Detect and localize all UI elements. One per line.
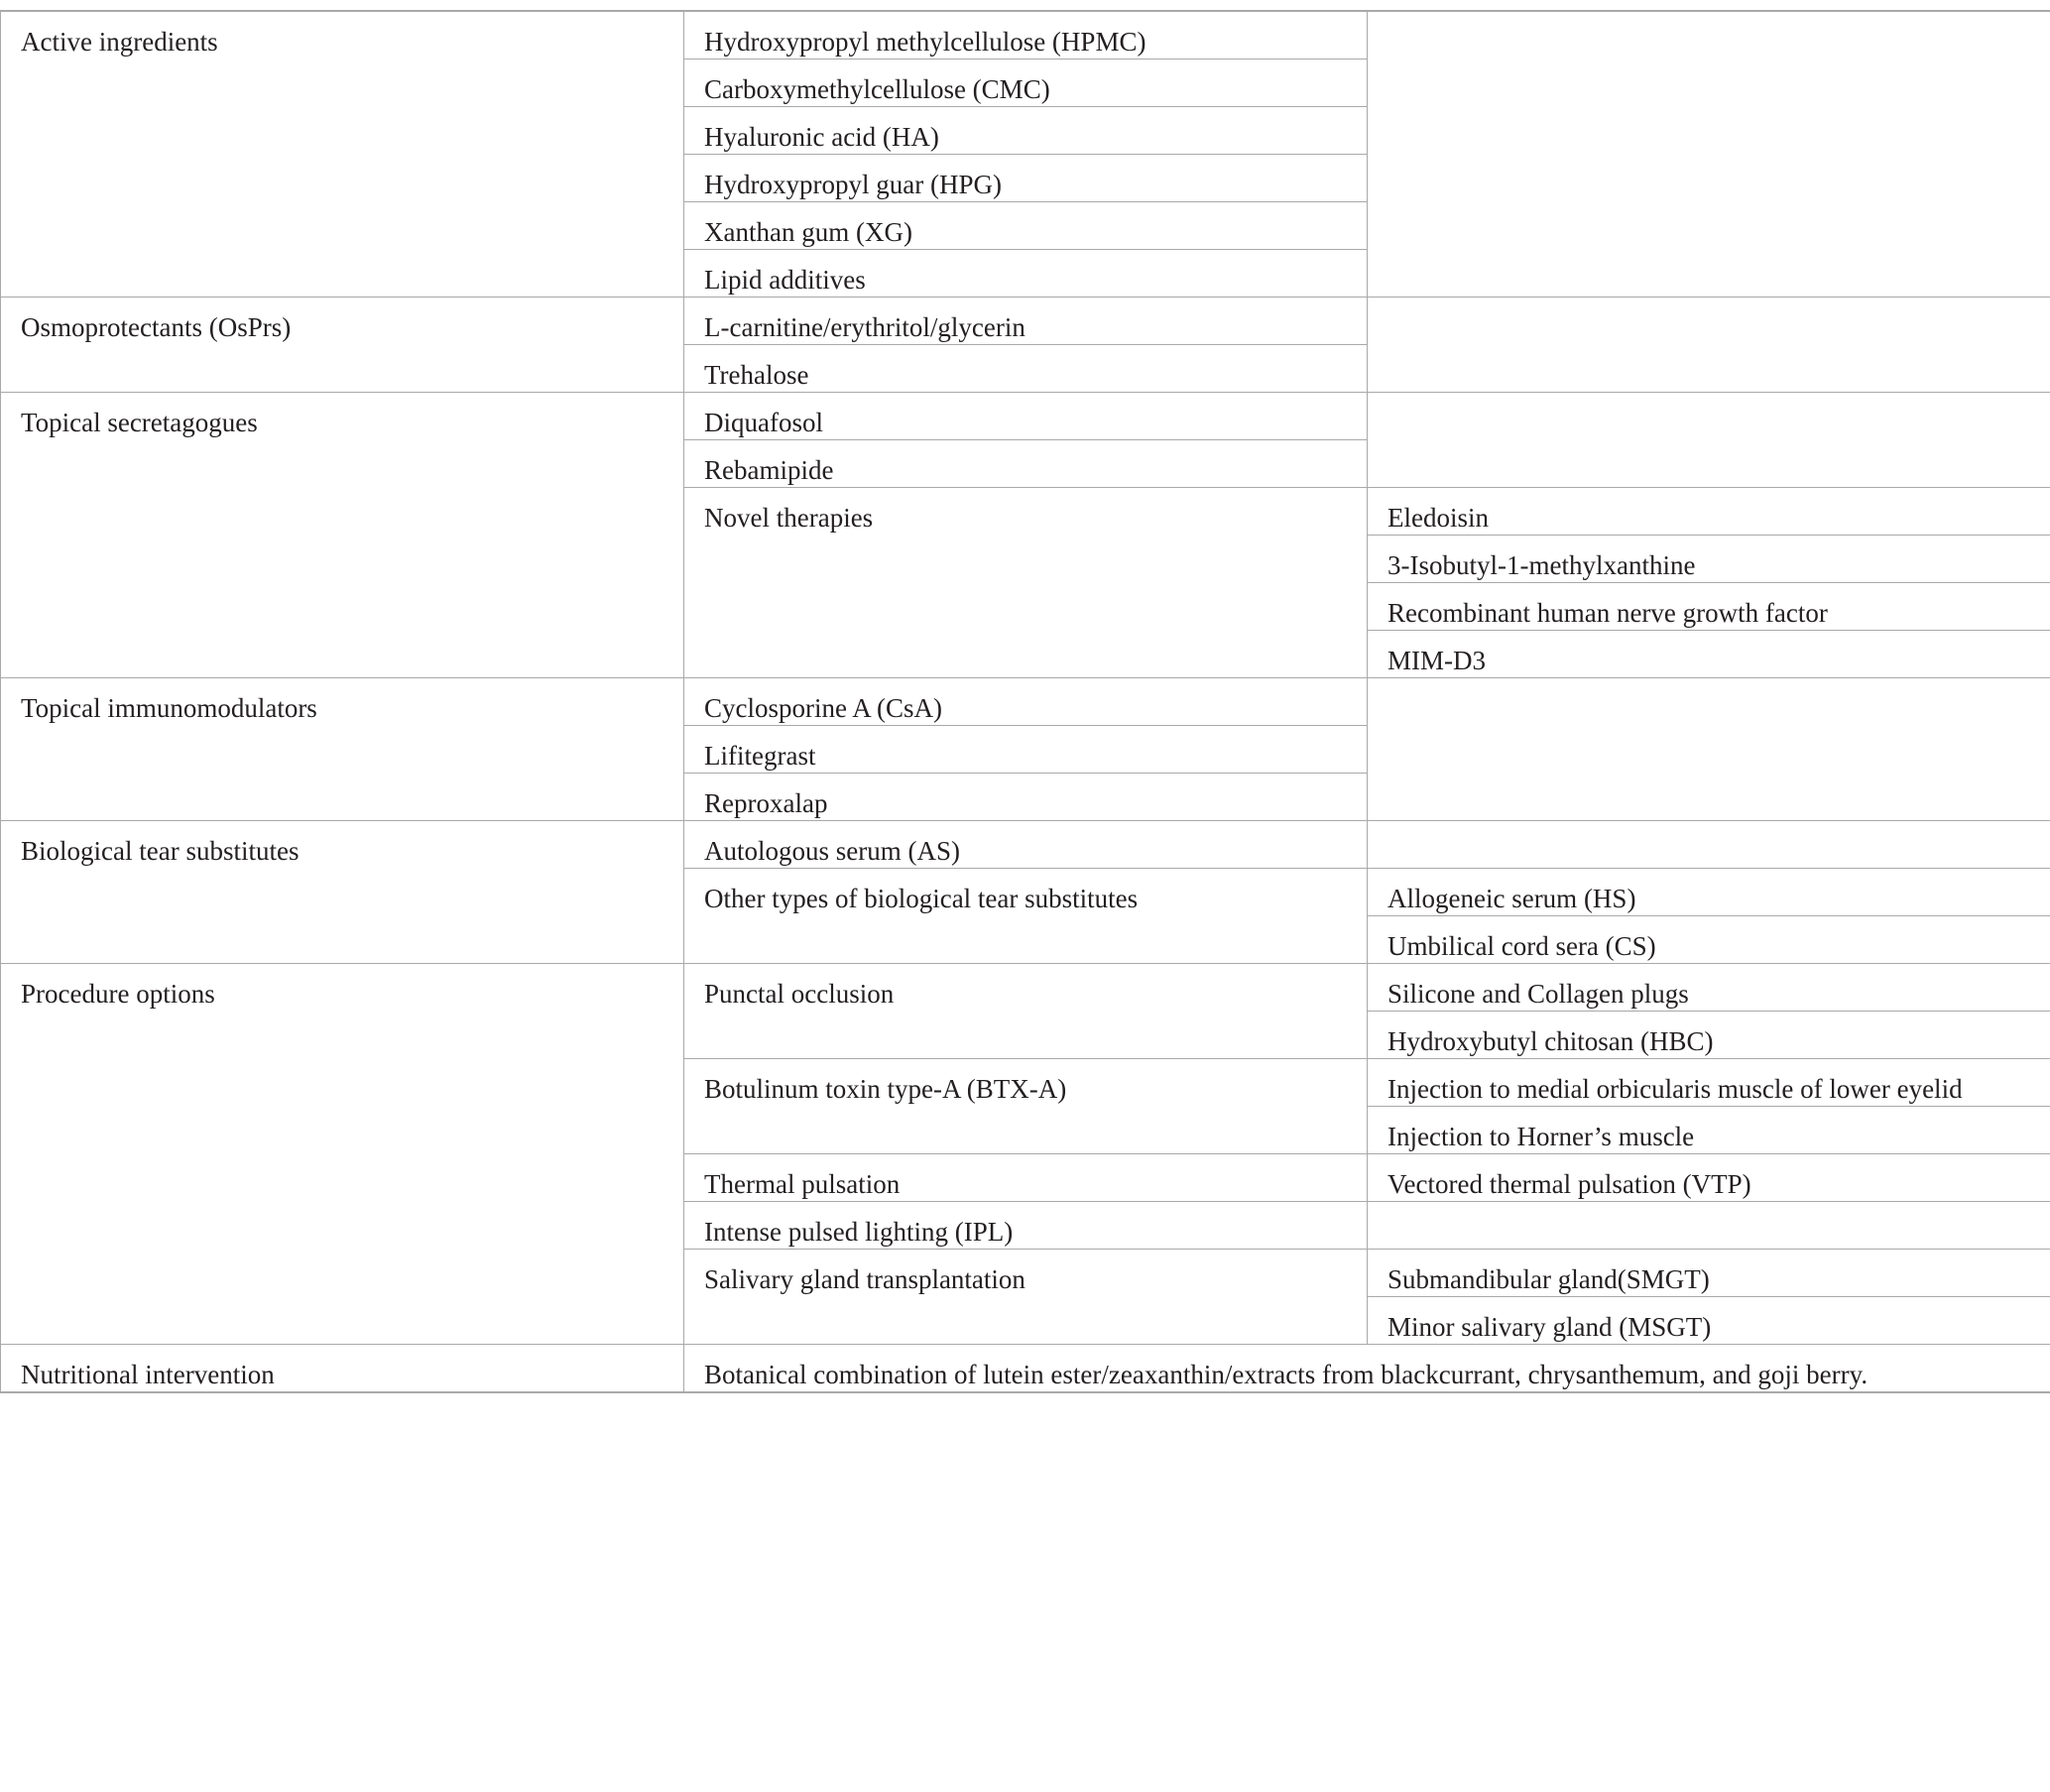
empty-detail-cell bbox=[1368, 678, 2050, 821]
treatment-cell: Autologous serum (AS) bbox=[684, 821, 1368, 869]
treatment-table bbox=[0, 10, 2050, 1393]
category-cell: Biological tear substitutes bbox=[1, 821, 684, 964]
treatment-cell: Rebamipide bbox=[684, 440, 1368, 488]
treatment-cell: Novel therapies bbox=[684, 488, 1368, 678]
detail-cell: Recombinant human nerve growth factor bbox=[1368, 583, 2050, 631]
detail-cell: Injection to medial orbicularis muscle of lower eyelid bbox=[1368, 1059, 2050, 1107]
empty-detail-cell bbox=[1368, 298, 2050, 393]
detail-cell: Vectored thermal pulsation (VTP) bbox=[1368, 1154, 2050, 1202]
category-cell: Topical immunomodulators bbox=[1, 678, 684, 821]
empty-detail-cell bbox=[1368, 393, 2050, 488]
detail-cell: Submandibular gland(SMGT) bbox=[1368, 1250, 2050, 1297]
treatment-cell: Salivary gland transplantation bbox=[684, 1250, 1368, 1345]
detail-cell: Umbilical cord sera (CS) bbox=[1368, 916, 2050, 964]
treatment-cell: Reproxalap bbox=[684, 774, 1368, 821]
treatment-cell: Intense pulsed lighting (IPL) bbox=[684, 1202, 1368, 1250]
document-page bbox=[0, 10, 2050, 1393]
empty-detail-cell bbox=[1368, 1202, 2050, 1250]
treatment-cell: Botulinum toxin type-A (BTX-A) bbox=[684, 1059, 1368, 1154]
detail-cell: MIM-D3 bbox=[1368, 631, 2050, 678]
category-cell: Topical secretagogues bbox=[1, 393, 684, 678]
detail-cell: 3-Isobutyl-1-methylxanthine bbox=[1368, 536, 2050, 583]
empty-detail-cell bbox=[1368, 11, 2050, 298]
treatment-cell: Lifitegrast bbox=[684, 726, 1368, 774]
treatment-table-body bbox=[1, 11, 2050, 1392]
table-row bbox=[1, 11, 2050, 60]
category-cell: Nutritional intervention bbox=[1, 1345, 684, 1393]
category-cell: Osmoprotectants (OsPrs) bbox=[1, 298, 684, 393]
treatment-cell: L-carnitine/erythritol/glycerin bbox=[684, 298, 1368, 345]
table-row bbox=[1, 964, 2050, 1012]
treatment-cell: Lipid additives bbox=[684, 250, 1368, 298]
treatment-cell: Hydroxypropyl guar (HPG) bbox=[684, 155, 1368, 202]
treatment-cell: Diquafosol bbox=[684, 393, 1368, 440]
detail-cell: Injection to Horner’s muscle bbox=[1368, 1107, 2050, 1154]
treatment-cell: Trehalose bbox=[684, 345, 1368, 393]
table-row bbox=[1, 678, 2050, 726]
table-row bbox=[1, 393, 2050, 440]
treatment-cell: Xanthan gum (XG) bbox=[684, 202, 1368, 250]
detail-cell: Allogeneic serum (HS) bbox=[1368, 869, 2050, 916]
table-row bbox=[1, 298, 2050, 345]
treatment-cell: Punctal occlusion bbox=[684, 964, 1368, 1059]
detail-cell: Minor salivary gland (MSGT) bbox=[1368, 1297, 2050, 1345]
treatment-cell: Cyclosporine A (CsA) bbox=[684, 678, 1368, 726]
detail-cell: Silicone and Collagen plugs bbox=[1368, 964, 2050, 1012]
span-text-cell: Botanical combination of lutein ester/zeaxanthin/extracts from blackcurrant, chrysanthemum, and goji berry. bbox=[684, 1345, 2050, 1393]
detail-cell: Eledoisin bbox=[1368, 488, 2050, 536]
table-row bbox=[1, 821, 2050, 869]
treatment-cell: Hyaluronic acid (HA) bbox=[684, 107, 1368, 155]
treatment-cell: Hydroxypropyl methylcellulose (HPMC) bbox=[684, 11, 1368, 60]
treatment-cell: Thermal pulsation bbox=[684, 1154, 1368, 1202]
category-cell: Procedure options bbox=[1, 964, 684, 1345]
treatment-cell: Carboxymethylcellulose (CMC) bbox=[684, 60, 1368, 107]
table-row bbox=[1, 1345, 2050, 1393]
category-cell: Active ingredients bbox=[1, 11, 684, 298]
treatment-cell: Other types of biological tear substitutes bbox=[684, 869, 1368, 964]
empty-detail-cell bbox=[1368, 821, 2050, 869]
detail-cell: Hydroxybutyl chitosan (HBC) bbox=[1368, 1012, 2050, 1059]
